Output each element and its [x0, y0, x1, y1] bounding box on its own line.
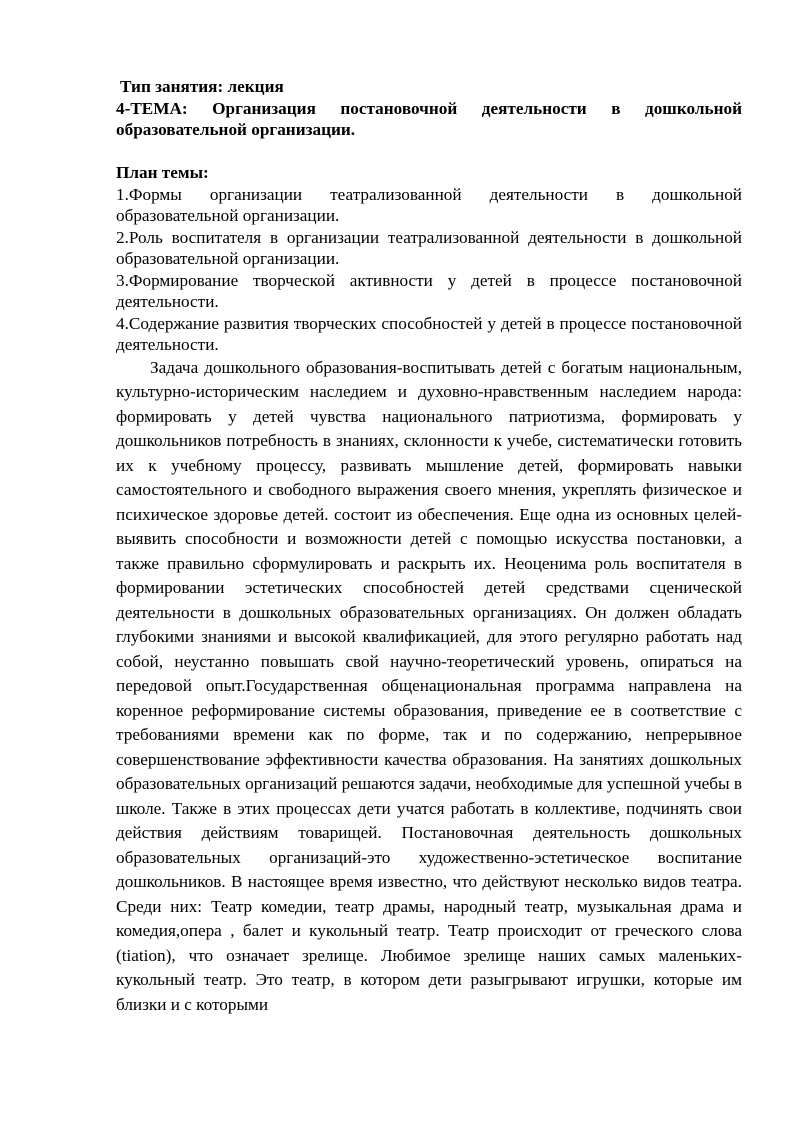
plan-heading: План темы: — [116, 163, 209, 182]
plan-item-1: 1.Формы организации театрализованной деятельности в дошкольной образовательной организации. — [116, 184, 742, 225]
topic-title: 4-ТЕМА: Организация постановочной деятельности в дошкольной образовательной организации. — [116, 98, 742, 139]
body-paragraph: Задача дошкольного образования-воспитывать детей с богатым национальным, культурно-историческим наследием и духовно-нравственным наследием народа: формировать у детей чувства национального патриотизма, формировать у дошкольников потребность в знаниях, склонности к учебе, систематически готовить их к учебному процессу, развивать мышление детей, формировать навыки самостоятельного и свободного выражения своего мнения, укреплять физическое и психическое здоровье детей. состоит из обеспечения. Еще одна из основных целей-выявить способности и возможности детей с помощью искусства постановки, а также правильно сформулировать и раскрыть их. Неоценима роль воспитателя в формировании эстетических способностей детей средствами сценической деятельности в дошкольных образовательных организациях. Он должен обладать глубокими знаниями и высокой квалификацией, для этого регулярно работать над собой, неустанно повышать свой научно-теоретический уровень, опираться на передовой опыт.Государственная общенациональная программа направлена на коренное реформирование системы образования, приведение ее в соответствие с требованиями времени как по форме, так и по содержанию, непрерывное совершенствование эффективности качества образования. На занятиях дошкольных образовательных организаций решаются задачи, необходимые для успешной учебы в школе. Также в этих процессах дети учатся работать в коллективе, подчинять свои действия действиям товарищей. Постановочная деятельность дошкольных образовательных организаций-это художественно-эстетическое воспитание дошкольников. В настоящее время известно, что действуют несколько видов театра. Среди них: Театр комедии, театр драмы, народный театр, музыкальная драма и комедия,опера , балет и кукольный театр. Театр происходит от греческого слова (tiation), что означает зрелище. Любимое зрелище наших самых маленьких-кукольный театр. Это театр, в котором дети разыгрывают игрушки, которые им близки и с которыми — [116, 357, 742, 1014]
lesson-type: Тип занятия: лекция — [120, 77, 284, 96]
spacer — [116, 141, 742, 163]
plan-item-2: 2.Роль воспитателя в организации театрализованной деятельности в дошкольной образовательной организации. — [116, 227, 742, 268]
plan-item-3: 3.Формирование творческой активности у детей в процессе постановочной деятельности. — [116, 270, 742, 311]
plan-list — [116, 184, 742, 356]
plan-item-4: 4.Содержание развития творческих способностей у детей в процессе постановочной деятельности. — [116, 313, 742, 354]
